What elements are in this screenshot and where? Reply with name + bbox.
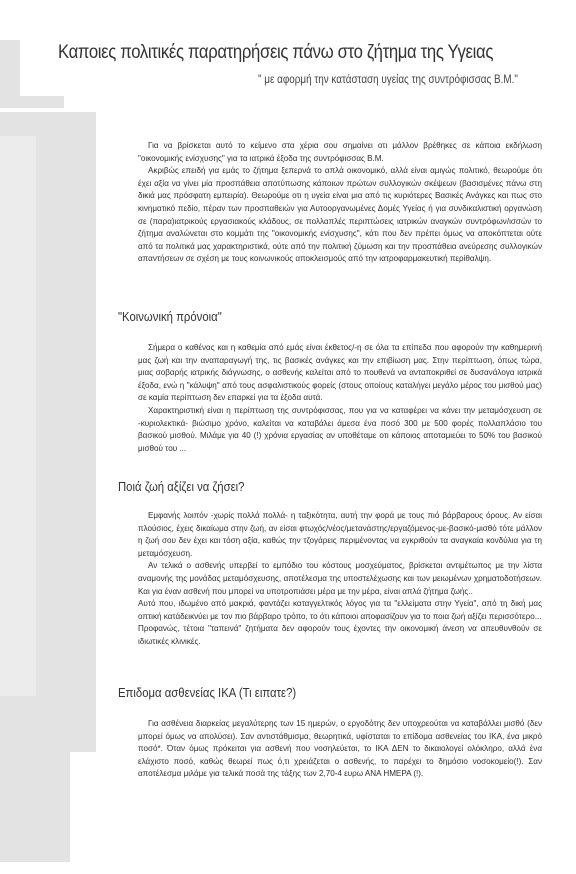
sick-allowance-paragraph-1: Για ασθένεια διαρκείας μεγαλύτερης των 15 ημερών, ο εργοδότης δεν υποχρεούται να καταβάλλει μισθό (δεν μπορεί όμως να απολύσει). Σαν αντιστάθμισμα, θεωρητικά, υφίσταται το επίδομα ασθενείας του ΙΚΑ, ένα μικρό ποσό*. Όταν όμως πρόκειται για ασθενή που νοσηλεύεται, το ΙΚΑ ΔΕΝ το δικαιολογεί ολόκληρο, αλλά ένα ελάχιστο ποσό, καθώς θεωρεί πως ό,τι χρειάζεται ο ασθενής, το παρέχει το δημόσιο νοσοκομείο(!). Σαν αποτέλεσμα μιλάμε για τελικά ποσά της τάξης των 2,70-4 ευρω ΑΝΑ ΗΜΕΡΑ (!). (138, 719, 542, 779)
section-heading-sick-allowance: Επιδομα ασθενείας ΙΚΑ (Τι ειπατε?) (118, 686, 297, 700)
sick-allowance-section (138, 718, 542, 781)
intro-paragraph-1: Για να βρίσκεται αυτό το κείμενο στα χέρια σου σημαίνει οτι μάλλον βρέθηκες σε κάποια εκδήλωση "οικονομικής ενίσχυσης" για τα ιατρικά έξοδα της συντρόφισσας Β.Μ. (138, 141, 542, 163)
life-value-paragraph-1: Εμφανής λοιπόν -χωρίς πολλά πολλά- η ταξικότητα, αυτή την φορά με τους πιό βάρβαρους όρους. Αν είσαι πλούσιος, έχεις δικαίωμα στην ζωή, αν είσαι φτωχός/νέος/μετανάστης/εργαζόμενος-με-βασικό-μισθό τότε μάλλον η ζωή σου δεν έχει και τόση αξία, καθώς την τζογάρεις περιμένοντας να εγκριθούν τα αναγκαία κονδύλια για τη μεταμόσχευση. (138, 511, 542, 558)
life-value-paragraph-3: Αυτό που, ιδωμένο από μακριά, φαντάζει καταγγελτικός λόγος για τα "ελλείματα στην Υγεία", από τη δική μας οπτική κατάδεικνύει με τον πιο βάρβαρο τρόπο, το ότι κάποιοι αποφασίζουν για το ποια ζωή αξίζει περισσότερο... (138, 599, 542, 621)
life-value-paragraph-4: Προφανώς, τέτοια "ταπεινά" ζητήματα δεν αφορούν τους έχοντες την οικονομική άνεση να απευθυνθούν σε ιδιωτικές κλινικές. (138, 624, 542, 646)
intro-section (138, 140, 542, 266)
page-title: Καποιες πολιτικές παρατηρήσεις πάνω στο ζήτημα της Υγειας (58, 42, 494, 63)
welfare-section (138, 342, 542, 455)
section-heading-welfare: "Κοινωνική πρόνοια" (118, 310, 222, 324)
life-value-paragraph-2: Αν τελικά ο ασθενής υπερβεί το εμπόδιο του κόστους μοσχεύματος, βρίσκεται αντιμέτωπος με την λίστα αναμονής της μονάδας μεταμόσχευσης, αποτέλεσμα της υποστελέχωσης και των μειωμένων χρηματοδοτήσεων. Και για έναν ασθενή που μπορεί να υποτροπιάσει μέρα με την μέρα, είναι απλά ζήτημα ζωής.. (138, 561, 542, 596)
life-value-section (138, 510, 542, 649)
welfare-paragraph-1: Σήμερα ο καθένας και η καθεμία από εμάς είναι έκθετος/-η σε όλα τα επίπεδα που αφορούν την καθημερινή μας ζωή και την αναπαραγωγή της, τις βασικές ανάγκες και την επιβίωση μας. Στην περίπτωση, όπως τώρα, μιας σοβαρής ιατρικής διάγνωσης, ο ασθενής καλείται από το πουθενά να ανταποκριθεί σε δυσανάλογα ιατρικά έξοδα, ενώ η "κάλυψη" από τους ασφαλιστικούς φορείς (στους οποίους καταλήγει μεγάλο μέρος του μισθού μας) σε καμία περίπτωση δεν επαρκεί για τα έξοδα αυτά. (138, 343, 542, 403)
welfare-paragraph-2: Χαρακτηριστική είναι η περίπτωση της συντρόφισσας, που για να καταφέρει να κάνει την μεταμόσχευση σε -κυριολεκτικά- βιώσιμο χρόνο, καλείται να καταβάλει άμεσα ένα ποσό 300 με 500 φορές πολλαπλάσιο του βασικού μισθού. Μιλάμε για 40 (!) χρόνια εργασίας αν υποθέταμε οτι κάποιος αποταμιεύει το 50% του βασικού μισθού του ... (138, 405, 542, 453)
section-heading-life-value: Ποιά ζωή αξίζει να ζήσει? (118, 480, 245, 494)
page-subtitle: " με αφορμή την κατάσταση υγείας της συντρόφισσας Β.Μ." (258, 74, 518, 86)
intro-paragraph-2: Ακριβώς επειδή για εμάς το ζήτημα ξεπερνά το απλά οικονομικό, αλλά είναι αμιγώς πολιτικό, θεωρούμε ότι έχει αξία να γίνει μία προσπάθεια αποτύπωσης κάποιων πρώτων συλλογικών σκέψεων (βασισμένες πάνω στη δικιά μας πρόσφατη εμπειρία). Θεωρούμε οτι η υγεία είναι μια από τις κυριότερες Βασικές Ανάγκες και πως στο κινηματικό πεδίο, πέραν των προσπαθειών για Αυτοοργανωμένες Δομές Υγείας ή για συνδικαλιστική οργανώση σε (παρα)ιατρικούς εργασιακούς κλάδους, σε πολλαπλές περιπτώσεις ιατρικών αναγκών συντρόφων/ισσών το ζήτημα αναλώνεται στο κομμάτι της "οικονομικής ενίσχυσης", κάτι που δεν πρέπει όμως να αποκόπτεται ούτε από τα πολιτικά μας χαρακτηριστικά, ούτε από την πολιτική ζύμωση και την προσπάθεια ανεύρεσης συλλογικών απαντήσεων σε σχέση με τους κοινωνικούς αποκλεισμούς από την ιατροφαρμακευτική περίθαλψη. (138, 166, 542, 264)
